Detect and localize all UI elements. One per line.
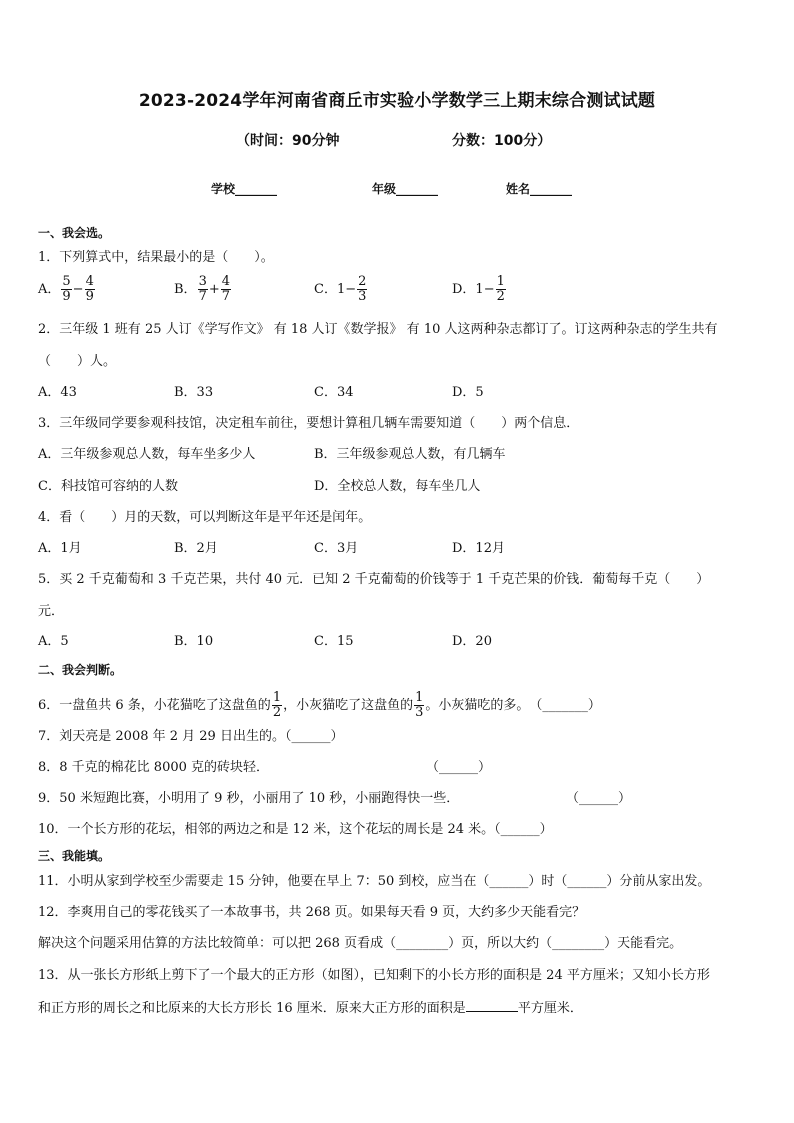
numerator: 5	[62, 274, 71, 289]
denominator: 7	[198, 289, 207, 304]
fraction	[414, 691, 424, 720]
numerator: 1	[415, 690, 424, 705]
q4-option-b: B．2月	[174, 541, 218, 556]
q6-text-1: 6．一盘鱼共 6 条，小花猫吃了这盘鱼的	[38, 698, 271, 713]
q13-text-b: 平方厘米．	[517, 1001, 583, 1016]
question-7: 7．刘天亮是 2008 年 2 月 29 日出生的。（______）	[38, 729, 344, 744]
operator: −	[72, 282, 84, 297]
q4-option-c: C．3月	[314, 541, 359, 556]
q2-option-a: A．43	[38, 385, 77, 400]
section-heading: 三、我能填。	[38, 849, 111, 863]
denominator: 9	[85, 289, 94, 304]
q5-option-c: C．15	[314, 634, 354, 649]
question-13-cont	[38, 999, 583, 1018]
question-10: 10．一个长方形的花坛，相邻的两边之和是 12 米，这个花坛的周长是 24 米。（______）	[38, 822, 553, 837]
question-2-stem: 2．三年级 1 班有 25 人订《学写作文》 有 18 人订《数学报》 有 10 人这两种杂志都订了。订这两种杂志的学生共有	[38, 322, 718, 337]
numerator: 4	[221, 274, 231, 289]
q9-answer-blank[interactable]: （______）	[566, 791, 632, 806]
question-8: 8．8 千克的棉花比 8000 克的砖块轻．	[38, 760, 270, 775]
question-2-stem-cont: （ ）人。	[38, 354, 117, 369]
q2-option-c: C．34	[314, 385, 354, 400]
q1-option-c	[314, 275, 368, 304]
q3-option-a: A．三年级参观总人数，每车坐多少人	[38, 447, 256, 462]
denominator: 3	[415, 705, 424, 720]
q13-text-a: 和正方形的周长之和比原来的大长方形长 16 厘米．原来大正方形的面积是	[38, 1001, 466, 1016]
name-field: 姓名_______	[506, 182, 573, 196]
q4-option-a: A．1月	[38, 541, 82, 556]
q3-option-d: D．全校总人数，每车坐几人	[314, 479, 481, 494]
numerator: 4	[85, 274, 94, 289]
q2-option-b: B．33	[174, 385, 214, 400]
q13-answer-blank[interactable]	[466, 999, 518, 1012]
fraction	[85, 275, 95, 304]
numerator: 3	[198, 274, 207, 289]
question-5-stem: 5．买 2 千克葡萄和 3 千克芒果，共付 40 元．已知 2 千克葡萄的价钱等于 1 千克芒果的价钱．葡萄每千克（ ）	[38, 572, 710, 587]
school-field: 学校_______	[211, 182, 278, 196]
numerator: 1	[496, 274, 505, 289]
q4-option-d: D．12月	[452, 541, 505, 556]
grade-field: 年级_______	[372, 182, 439, 196]
denominator: 3	[358, 289, 367, 304]
fraction	[61, 275, 71, 304]
question-11: 11．小明从家到学校至少需要走 15 分钟，他要在早上 7：50 到校，应当在（______）时（______）分前从家出发。	[38, 874, 711, 889]
fraction	[272, 691, 282, 720]
denominator: 9	[62, 289, 71, 304]
numerator: 2	[358, 274, 367, 289]
q1-option-d	[452, 275, 507, 304]
fraction	[496, 275, 506, 304]
question-1-stem: 1．下列算式中，结果最小的是（ ）。	[38, 250, 274, 265]
exam-time: （时间：90分钟	[236, 133, 340, 149]
numerator: 1	[272, 690, 282, 705]
denominator: 7	[221, 289, 231, 304]
fraction	[357, 275, 367, 304]
q3-option-c: C．科技馆可容纳的人数	[38, 479, 178, 494]
question-6	[38, 691, 601, 720]
exam-title: 2023-2024学年河南省商丘市实验小学数学三上期末综合测试试题	[138, 91, 656, 111]
q1-option-a	[38, 275, 96, 304]
question-13: 13．从一张长方形纸上剪下了一个最大的正方形（如图），已知剩下的小长方形的面积是 24 平方厘米；又知小长方形	[38, 968, 710, 983]
question-9: 9．50 米短跑比赛，小明用了 9 秒，小丽用了 10 秒，小丽跑得快一些．	[38, 791, 460, 806]
option-label: B．	[174, 282, 197, 297]
question-3-stem: 3．三年级同学要参观科技馆，决定租车前往，要想计算租几辆车需要知道（ ）两个信息．	[38, 416, 580, 431]
option-label: D．1−	[452, 282, 495, 297]
question-12: 12．李爽用自己的零花钱买了一本故事书，共 268 页。如果每天看 9 页，大约多少天能看完？	[38, 905, 586, 920]
section-heading: 一、我会选。	[38, 226, 111, 240]
denominator: 2	[496, 289, 505, 304]
option-label: A．	[38, 282, 61, 297]
q5-option-b: B．10	[174, 634, 214, 649]
q5-option-d: D．20	[452, 634, 492, 649]
question-12-cont: 解决这个问题采用估算的方法比较简单：可以把 268 页看成（________）页，所以大约（________）天能看完。	[38, 936, 683, 951]
fraction	[198, 275, 208, 304]
question-4-stem: 4．看（ ）月的天数，可以判断这年是平年还是闰年。	[38, 510, 372, 525]
exam-score: 分数：100分）	[452, 133, 552, 149]
q6-text-3: 。小灰猫吃的多。 （_______）	[425, 698, 601, 713]
q3-option-b: B．三年级参观总人数，有几辆车	[314, 447, 506, 462]
question-5-stem-cont: 元．	[38, 604, 65, 619]
fraction	[221, 275, 231, 304]
q1-option-b	[174, 275, 232, 304]
q6-text-2: ，小灰猫吃了这盘鱼的	[283, 698, 414, 713]
denominator: 2	[272, 705, 282, 720]
q2-option-d: D．5	[452, 385, 484, 400]
operator: +	[208, 282, 220, 297]
q8-answer-blank[interactable]: （______）	[426, 760, 492, 775]
option-label: C．1−	[314, 282, 357, 297]
q5-option-a: A．5	[38, 634, 69, 649]
section-heading: 二、我会判断。	[38, 663, 123, 677]
